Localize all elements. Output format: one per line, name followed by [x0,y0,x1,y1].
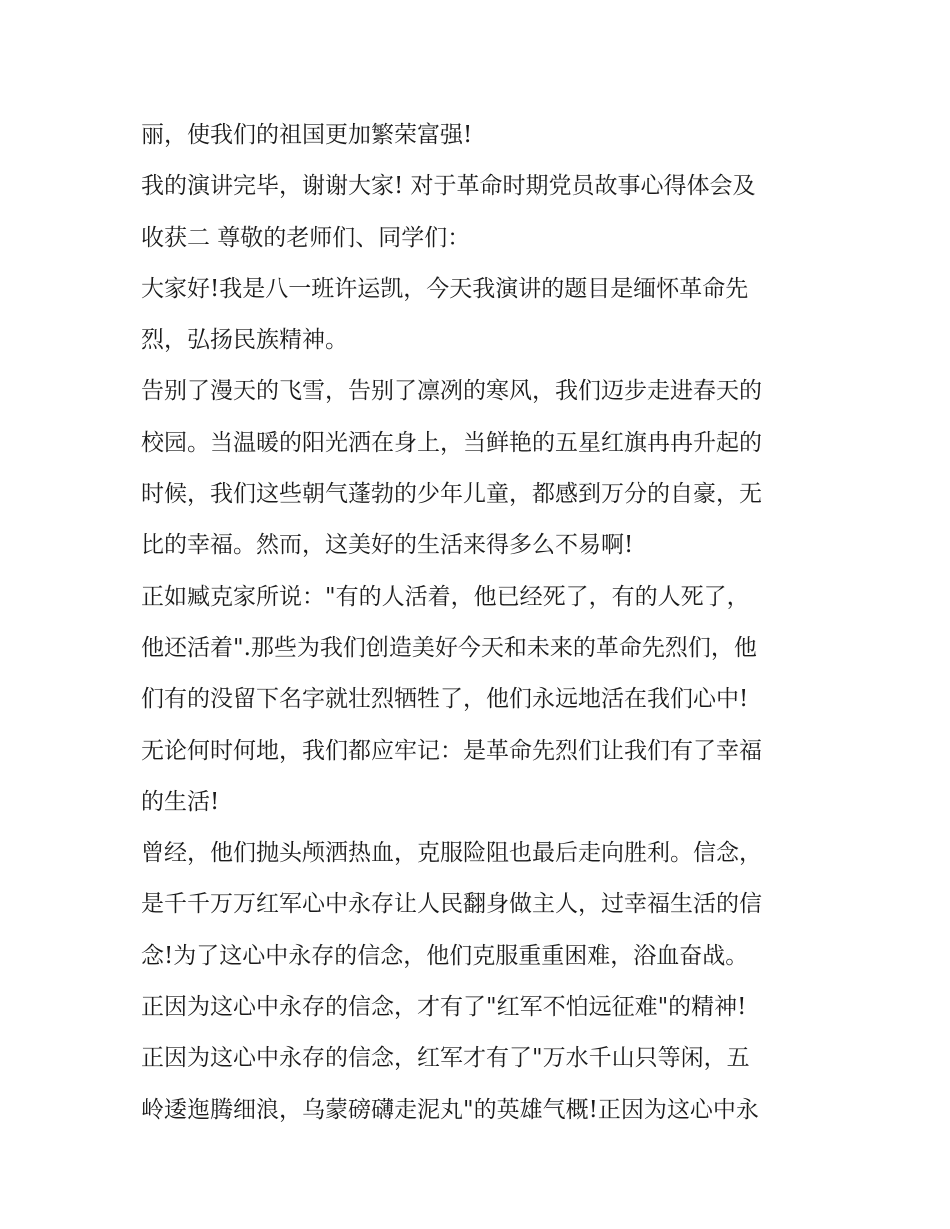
text-line: 正如臧克家所说："有的人活着，他已经死了，有的人死了， [141,583,750,610]
text-line: 们有的没留下名字就壮烈牺牲了，他们永远地活在我们心中! [141,686,749,713]
text-line: 时候，我们这些朝气蓬勃的少年儿童，都感到万分的自豪，无 [141,481,762,508]
text-line: 岭逶迤腾细浪，乌蒙磅礴走泥丸"的英雄气概!正因为这心中永 [141,1096,759,1123]
document-body [141,110,821,1136]
text-line: 正因为这心中永存的信念，才有了"红军不怕远征难"的精神! [141,994,747,1021]
text-line: 的生活! [141,788,220,815]
text-line: 告别了漫天的飞雪，告别了凛冽的寒风，我们迈步走进春天的 [141,378,762,405]
text-line: 曾经，他们抛头颅洒热血，克服险阻也最后走向胜利。信念， [141,840,762,867]
text-line: 念!为了这心中永存的信念，他们克服重重困难，浴血奋战。 [141,942,749,969]
text-line: 丽，使我们的祖国更加繁荣富强! [141,122,473,148]
text-line: 烈，弘扬民族精神。 [141,327,348,354]
text-line: 比的幸福。然而，这美好的生活来得多么不易啊! [141,532,634,559]
text-line: 收获二 尊敬的老师们、同学们： [141,224,471,251]
text-line: 他还活着".那些为我们创造美好今天和未来的革命先烈们，他 [141,634,757,661]
text-line: 大家好!我是八一班许运凯，今天我演讲的题目是缅怀革命先 [141,275,749,302]
text-line: 正因为这心中永存的信念，红军才有了"万水千山只等闲，五 [141,1045,750,1072]
text-line: 无论何时何地，我们都应牢记：是革命先烈们让我们有了幸福 [141,737,762,764]
text-line: 是千千万万红军心中永存让人民翻身做主人，过幸福生活的信 [141,891,762,918]
text-line: 我的演讲完毕，谢谢大家! 对于革命时期党员故事心得体会及 [141,173,756,200]
text-line: 校园。当温暖的阳光洒在身上，当鲜艳的五星红旗冉冉升起的 [141,429,762,456]
